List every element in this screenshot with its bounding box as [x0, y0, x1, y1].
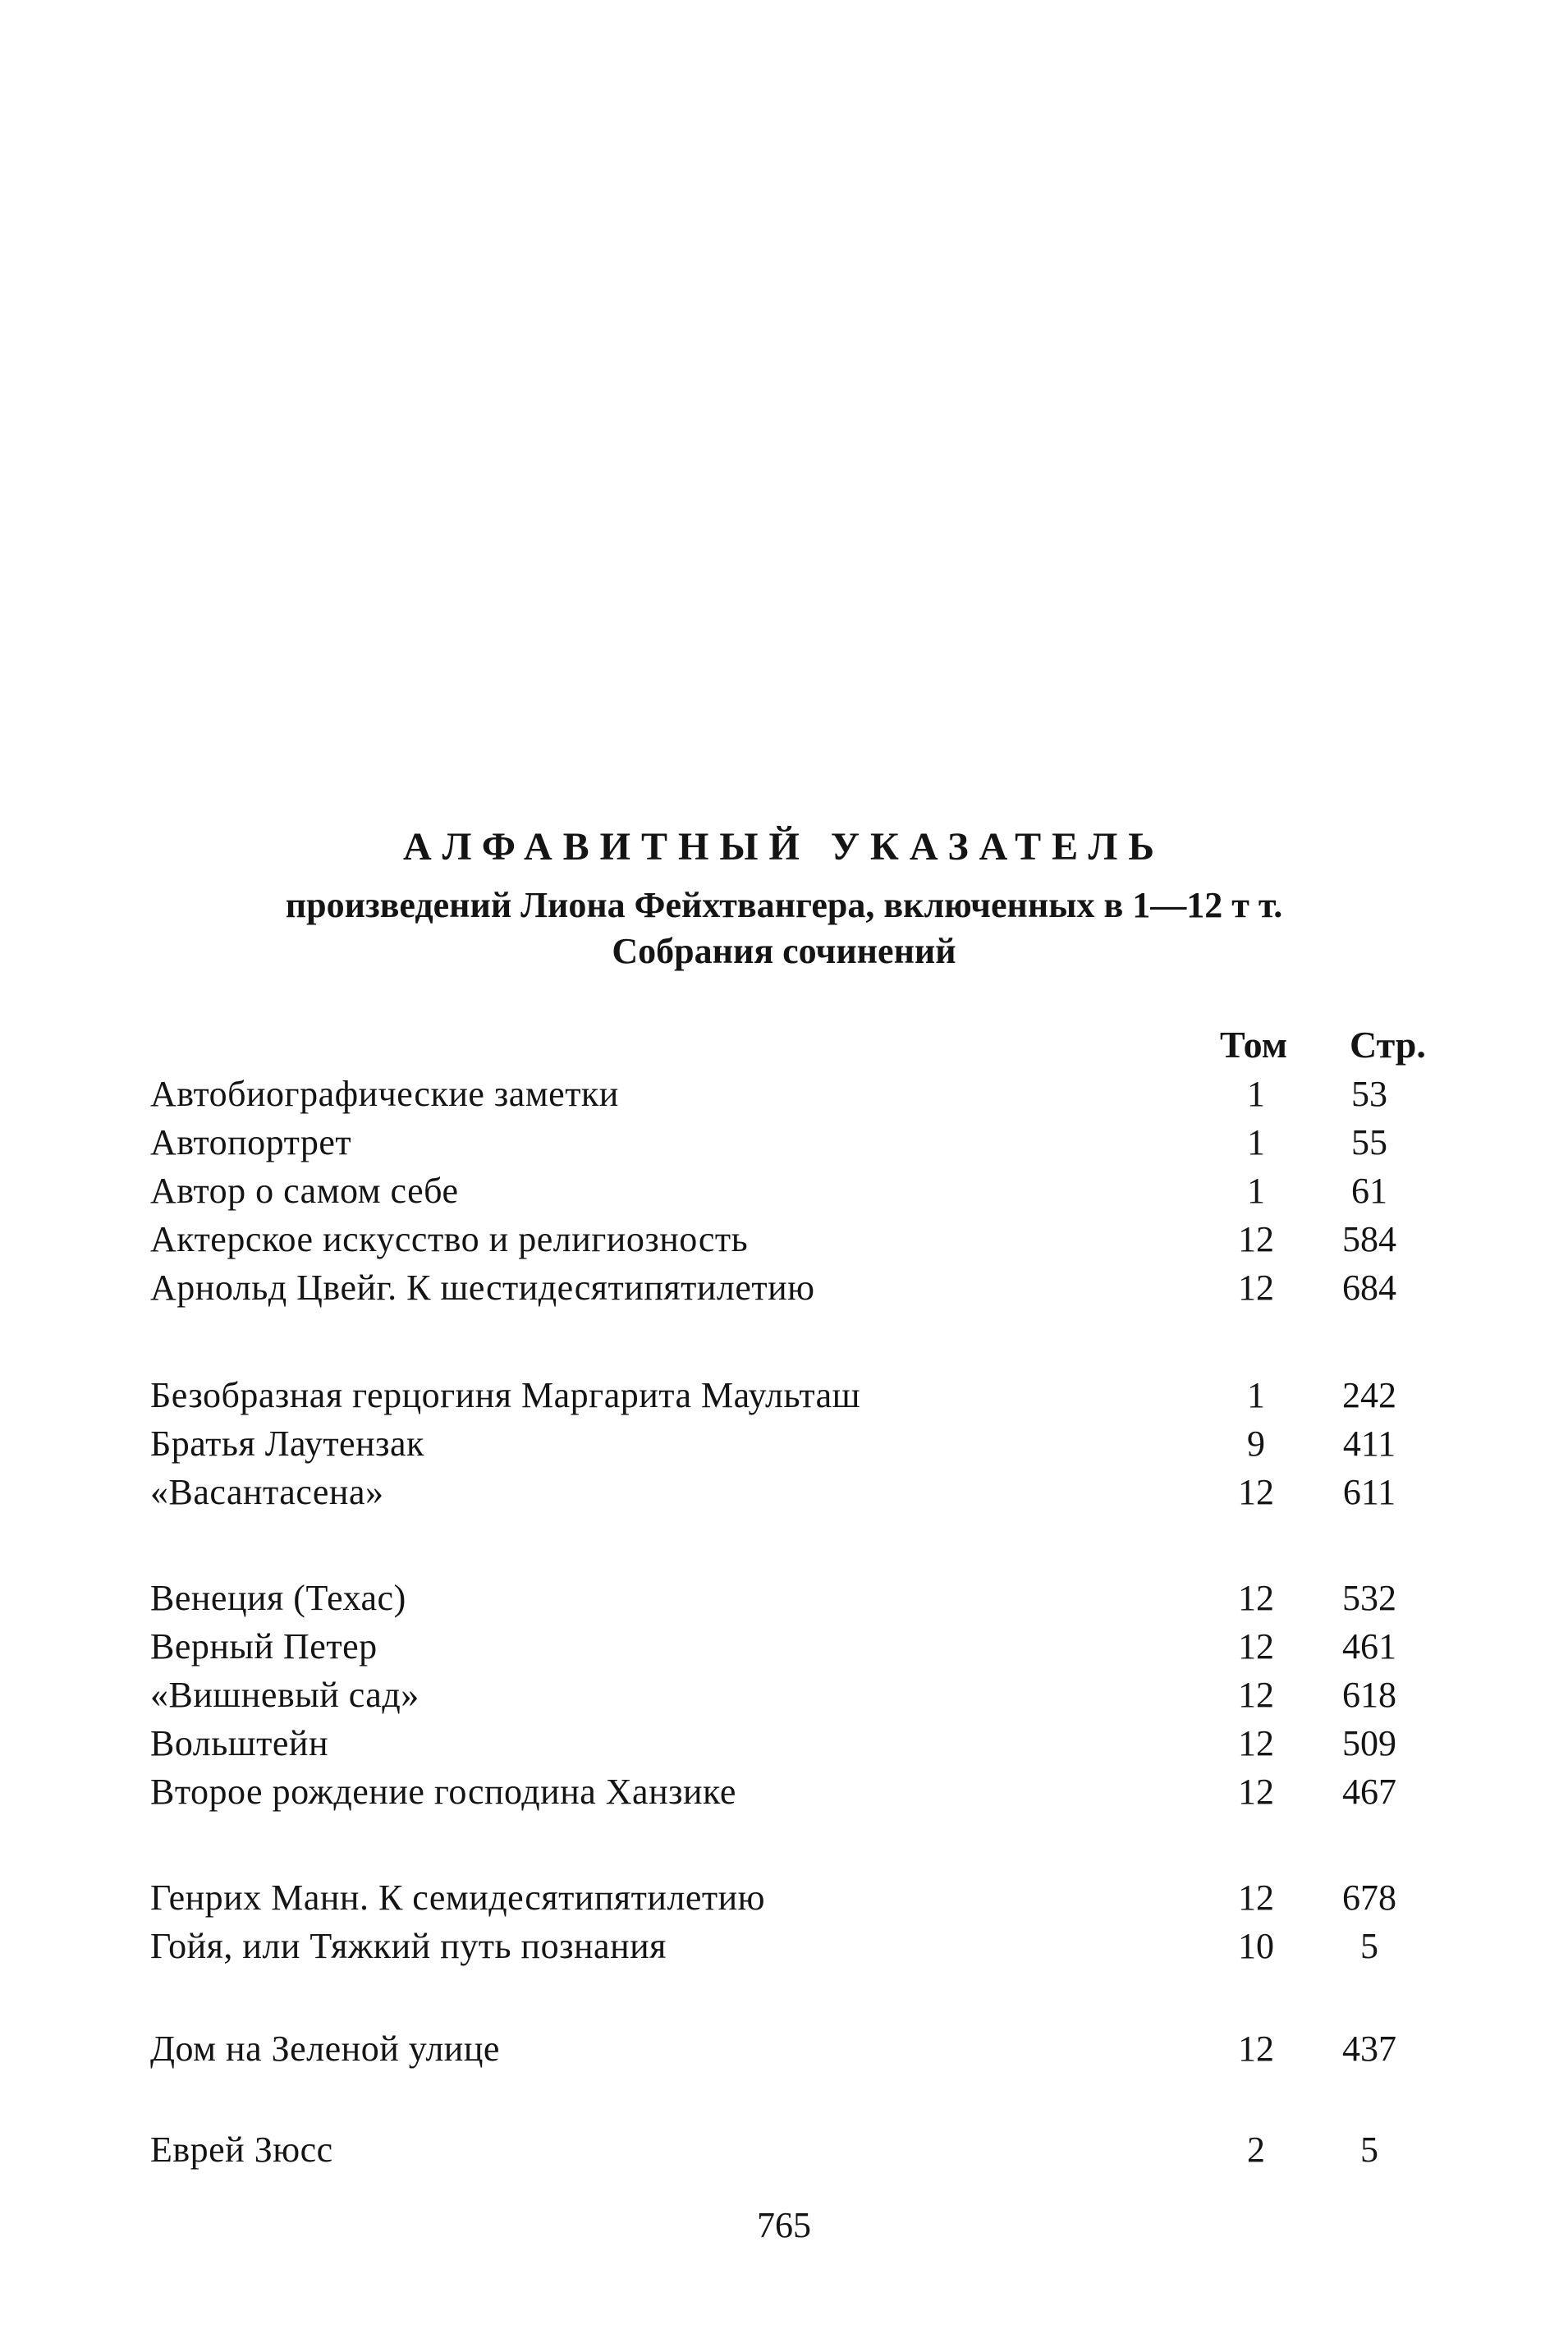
entry-page: 61	[1351, 1171, 1387, 1211]
entry-page: 461	[1342, 1626, 1396, 1667]
index-entry	[0, 1623, 1568, 1671]
index-entry	[0, 2126, 1568, 2174]
entry-page: 678	[1342, 1877, 1396, 1918]
entry-volume: 2	[1247, 2130, 1265, 2170]
entry-page: 242	[1342, 1375, 1396, 1415]
index-entry	[0, 1167, 1568, 1215]
entry-title: «Васантасена»	[150, 1472, 384, 1512]
entry-page: 684	[1342, 1268, 1396, 1308]
entry-title: Еврей Зюсс	[150, 2130, 333, 2170]
entry-page: 611	[1342, 1472, 1396, 1512]
index-entry	[0, 2025, 1568, 2073]
index-entry	[0, 1575, 1568, 1622]
index-entry	[0, 1720, 1568, 1767]
entry-page: 437	[1342, 2029, 1396, 2069]
entry-volume: 12	[1238, 1772, 1274, 1812]
index-entry	[0, 1216, 1568, 1263]
entry-title: Автобиографические заметки	[150, 1074, 619, 1114]
entry-title: Вольштейн	[150, 1723, 329, 1763]
index-entry	[0, 1671, 1568, 1719]
entry-volume: 1	[1247, 1375, 1265, 1415]
entry-volume: 1	[1247, 1122, 1265, 1162]
index-entry	[0, 1372, 1568, 1419]
volume-column-header: Том	[1220, 1024, 1288, 1066]
index-title: АЛФАВИТНЫЙ УКАЗАТЕЛЬ	[402, 825, 1165, 869]
entry-title: Дом на Зеленой улице	[150, 2029, 500, 2069]
entry-title: «Вишневый сад»	[150, 1675, 420, 1715]
index-entry	[0, 1874, 1568, 1922]
index-entry	[0, 1119, 1568, 1167]
entry-page: 467	[1342, 1772, 1396, 1812]
entry-page: 618	[1342, 1675, 1396, 1715]
index-entry	[0, 1923, 1568, 1970]
entry-volume: 12	[1238, 1219, 1274, 1259]
entry-title: Безобразная герцогиня Маргарита Маульташ	[150, 1375, 861, 1415]
entry-page: 509	[1342, 1723, 1396, 1763]
entry-volume: 1	[1247, 1171, 1265, 1211]
entry-page: 53	[1351, 1074, 1387, 1114]
entry-volume: 12	[1238, 1723, 1274, 1763]
entry-volume: 12	[1238, 1626, 1274, 1667]
index-subtitle-line-2: Собрания сочинений	[612, 931, 956, 971]
index-subtitle-line-1: произведений Лиона Фейхтвангера, включенных в 1—12 т т.	[285, 885, 1283, 925]
entry-title: Второе рождение господина Ханзике	[150, 1772, 736, 1812]
entry-page: 584	[1342, 1219, 1396, 1259]
entry-page: 55	[1351, 1122, 1387, 1162]
entry-volume: 12	[1238, 2029, 1274, 2069]
entry-page: 532	[1342, 1578, 1396, 1618]
entry-volume: 12	[1238, 1268, 1274, 1308]
entry-volume: 12	[1238, 1472, 1274, 1512]
index-entry	[0, 1469, 1568, 1516]
entry-volume: 1	[1247, 1074, 1265, 1114]
entry-volume: 12	[1238, 1675, 1274, 1715]
entry-title: Братья Лаутензак	[150, 1424, 424, 1464]
entry-title: Автопортрет	[150, 1122, 352, 1162]
entry-volume: 10	[1238, 1926, 1274, 1966]
entry-volume: 12	[1238, 1578, 1274, 1618]
entry-volume: 12	[1238, 1877, 1274, 1918]
entry-title: Автор о самом себе	[150, 1171, 459, 1211]
index-entry	[0, 1264, 1568, 1312]
page-column-header: Стр.	[1350, 1024, 1426, 1066]
entry-page: 411	[1342, 1424, 1396, 1464]
entry-page: 5	[1360, 1926, 1378, 1966]
index-entry	[0, 1420, 1568, 1468]
entry-page: 5	[1360, 2130, 1378, 2170]
entry-title: Генрих Манн. К семидесятипятилетию	[150, 1877, 766, 1918]
entry-title: Гойя, или Тяжкий путь познания	[150, 1926, 667, 1966]
entry-title: Верный Петер	[150, 1626, 378, 1667]
entry-title: Актерское искусство и религиозность	[150, 1219, 749, 1259]
page-number: 765	[757, 2205, 811, 2245]
entry-title: Арнольд Цвейг. К шестидесятипятилетию	[150, 1268, 815, 1308]
index-entry	[0, 1071, 1568, 1118]
index-entry	[0, 1768, 1568, 1816]
entry-title: Венеция (Техас)	[150, 1578, 406, 1618]
entry-volume: 9	[1247, 1424, 1265, 1464]
